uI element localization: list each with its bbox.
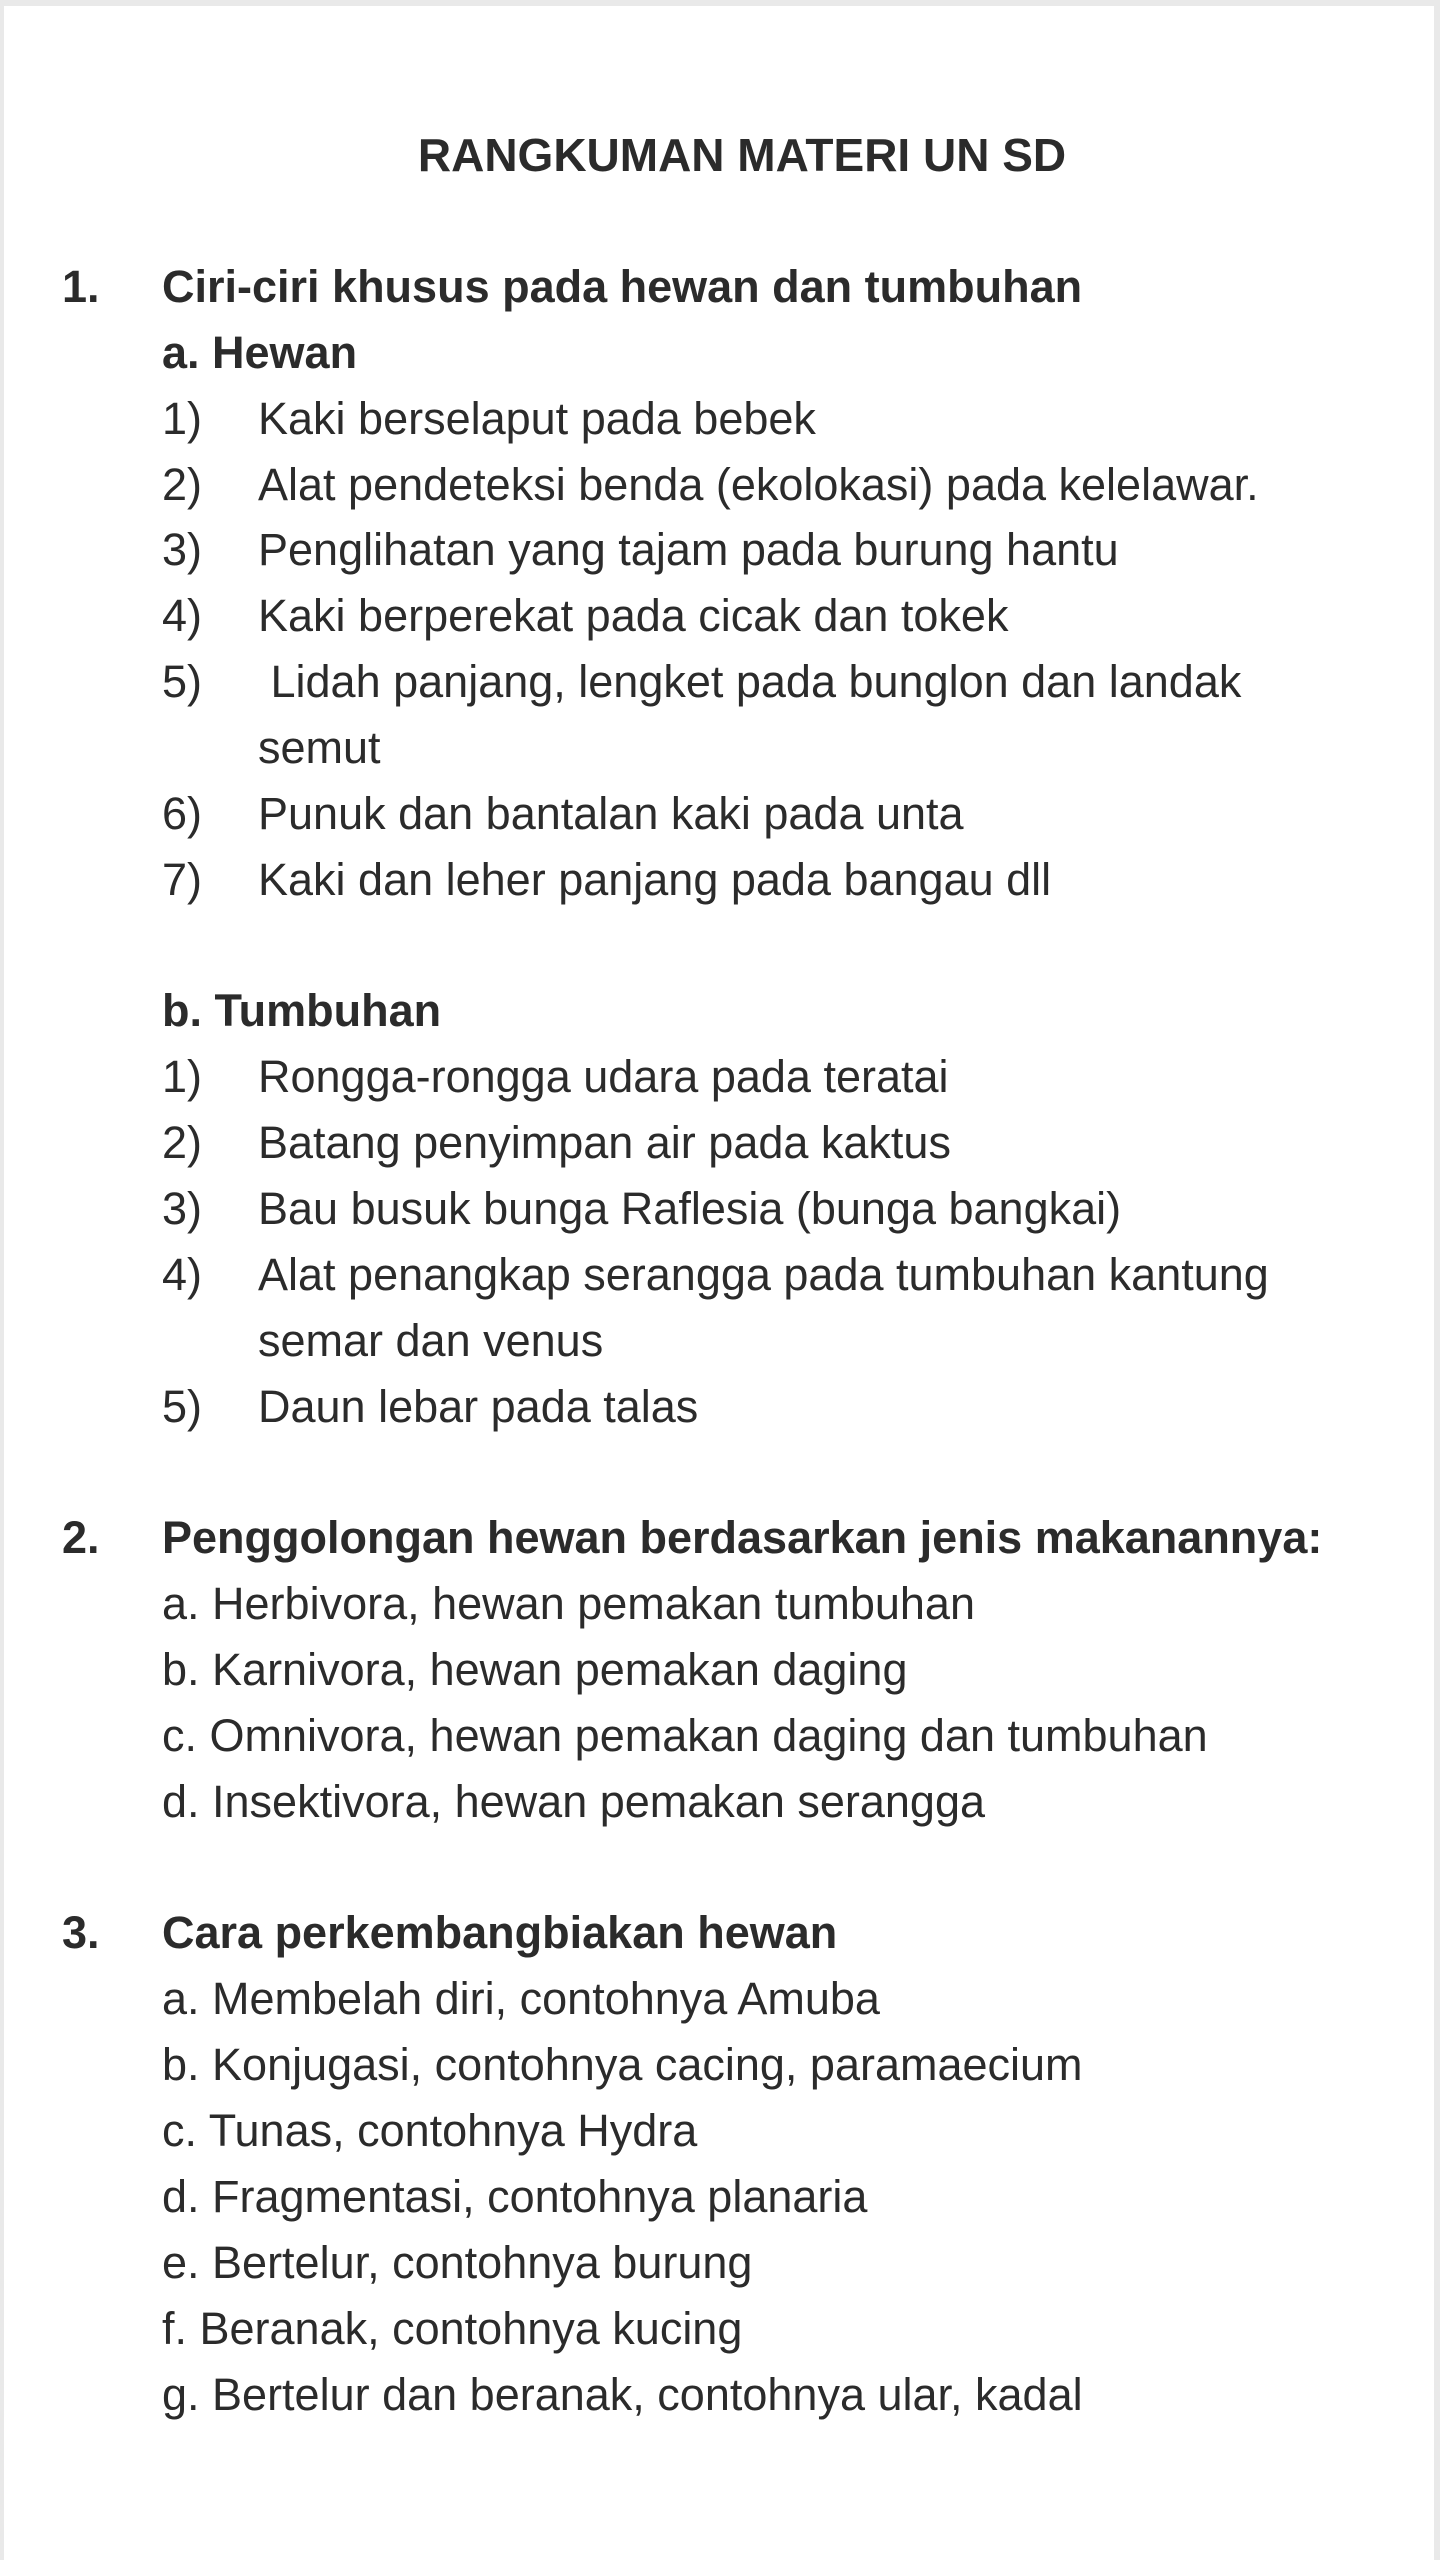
list-item: c. Omnivora, hewan pemakan daging dan tumbuhan bbox=[162, 1710, 1208, 1761]
section-number: 2. bbox=[62, 1512, 100, 1563]
list-item-number: 3) bbox=[162, 1183, 203, 1234]
list-item: Punuk dan bantalan kaki pada unta bbox=[258, 788, 964, 839]
list-item: f. Beranak, contohnya kucing bbox=[162, 2303, 743, 2354]
list-item: a. Membelah diri, contohnya Amuba bbox=[162, 1973, 880, 2024]
list-item: c. Tunas, contohnya Hydra bbox=[162, 2105, 698, 2156]
list-item-number: 2) bbox=[162, 1117, 203, 1168]
list-item-number: 5) bbox=[162, 656, 203, 707]
section-heading: Ciri-ciri khusus pada hewan dan tumbuhan bbox=[162, 261, 1083, 312]
section-number: 3. bbox=[62, 1907, 100, 1958]
list-item: Kaki berselaput pada bebek bbox=[258, 393, 816, 444]
list-item: Alat pendeteksi benda (ekolokasi) pada kelelawar. bbox=[258, 459, 1259, 510]
list-item: Batang penyimpan air pada kaktus bbox=[258, 1117, 951, 1168]
list-item-number: 1) bbox=[162, 1051, 203, 1102]
list-item: Daun lebar pada talas bbox=[258, 1381, 699, 1432]
list-item: Bau busuk bunga Raflesia (bunga bangkai) bbox=[258, 1183, 1122, 1234]
list-item: Rongga-rongga udara pada teratai bbox=[258, 1051, 949, 1102]
section-number: 1. bbox=[62, 261, 100, 312]
list-item: Kaki dan leher panjang pada bangau dll bbox=[258, 854, 1052, 905]
list-item-continuation: semut bbox=[258, 722, 381, 773]
list-item: e. Bertelur, contohnya burung bbox=[162, 2237, 753, 2288]
list-item-number: 2) bbox=[162, 459, 203, 510]
list-item-number: 4) bbox=[162, 590, 203, 641]
list-item: g. Bertelur dan beranak, contohnya ular, kadal bbox=[162, 2369, 1083, 2420]
list-item: d. Insektivora, hewan pemakan serangga bbox=[162, 1776, 986, 1827]
list-item-number: 7) bbox=[162, 854, 203, 905]
list-item-number: 5) bbox=[162, 1381, 203, 1432]
section-heading: Cara perkembangbiakan hewan bbox=[162, 1907, 838, 1958]
list-item: Penglihatan yang tajam pada burung hantu bbox=[258, 524, 1119, 575]
list-item-number: 1) bbox=[162, 393, 203, 444]
list-item: Kaki berperekat pada cicak dan tokek bbox=[258, 590, 1009, 641]
list-item-number: 6) bbox=[162, 788, 203, 839]
document-title: RANGKUMAN MATERI UN SD bbox=[417, 129, 1067, 181]
list-item-number: 4) bbox=[162, 1249, 203, 1300]
subsection-label: b. Tumbuhan bbox=[162, 985, 442, 1036]
list-item: Lidah panjang, lengket pada bunglon dan landak bbox=[258, 656, 1242, 707]
list-item: b. Konjugasi, contohnya cacing, paramaecium bbox=[162, 2039, 1083, 2090]
list-item: b. Karnivora, hewan pemakan daging bbox=[162, 1644, 908, 1695]
document-page bbox=[4, 6, 1434, 2560]
list-item: d. Fragmentasi, contohnya planaria bbox=[162, 2171, 868, 2222]
list-item: Alat penangkap serangga pada tumbuhan kantung bbox=[258, 1249, 1269, 1300]
subsection-label: a. Hewan bbox=[162, 327, 358, 378]
list-item-continuation: semar dan venus bbox=[258, 1315, 604, 1366]
section-heading: Penggolongan hewan berdasarkan jenis makanannya: bbox=[162, 1512, 1323, 1563]
list-item-number: 3) bbox=[162, 524, 203, 575]
list-item: a. Herbivora, hewan pemakan tumbuhan bbox=[162, 1578, 975, 1629]
